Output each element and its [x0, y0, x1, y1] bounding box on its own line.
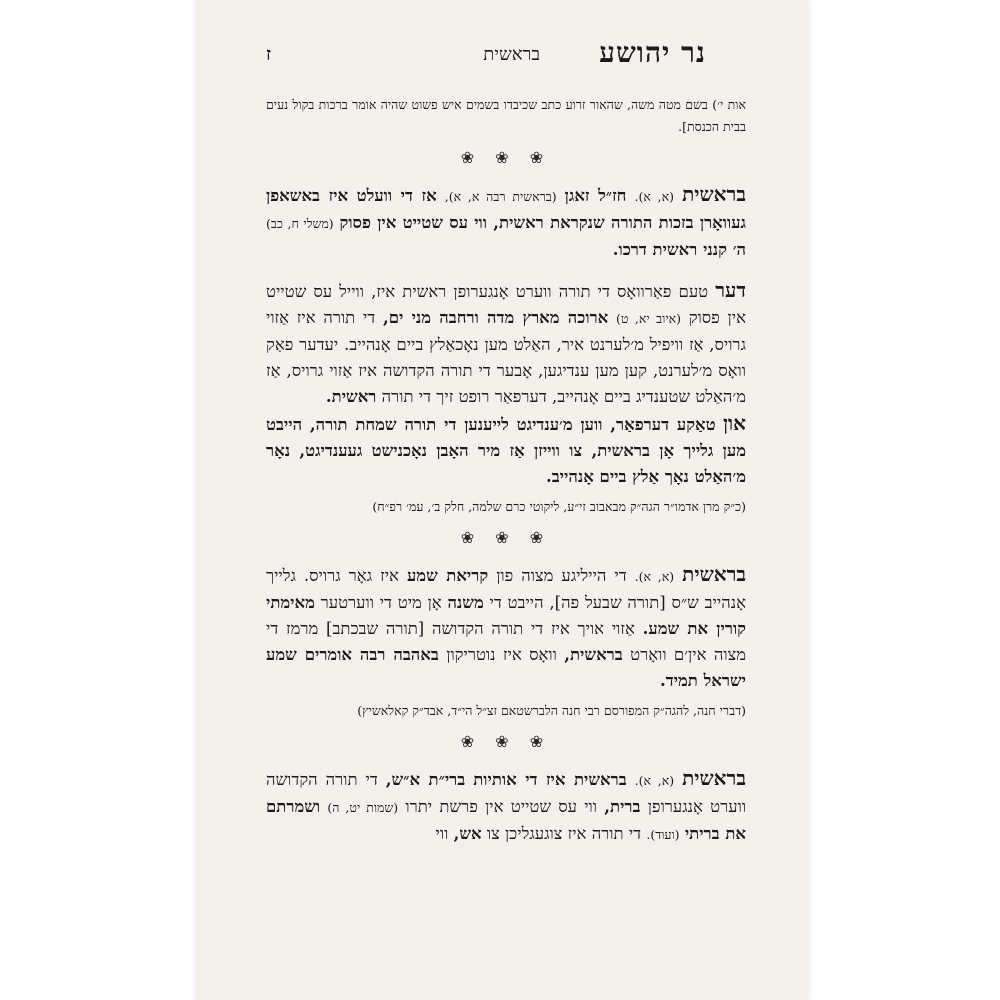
section-divider: ❀ ❀ ❀: [460, 148, 552, 167]
acronym-expansion: באהבה רבה אומרים שמע ישראל תמיד.: [266, 645, 746, 690]
verse-ref: (א, א).: [634, 189, 674, 204]
entry-text: איז גאָר גרויס. גלייך אָנהייב ש״ס [תורה שבעל פה], הייבט די: [266, 566, 746, 612]
verse-ref: (איוב יא, ט): [616, 311, 681, 326]
section-divider: ❀ ❀ ❀: [460, 732, 552, 751]
book-title: נר יהושע: [599, 36, 706, 69]
entry-text: וואָס איז נוטריקון: [446, 645, 557, 664]
entry-3: [266, 765, 746, 848]
entry-text: אז די וועלט איז באשאפן געוואָרן בזכות התורה שנקראת ראשית, ווי עס שטייט אין פסוק: [266, 186, 747, 232]
entry-lead: בראשית: [682, 562, 747, 586]
entry-lead: בראשית: [682, 766, 746, 790]
entry-paragraph: [266, 181, 746, 263]
running-header: [266, 30, 746, 80]
entry-text: די הייליגע מצוה פון: [496, 566, 627, 585]
keyword: ברי״ת א״ש,: [385, 770, 466, 789]
paragraph-lead: דער: [715, 278, 746, 302]
entry-text: די תורה איז צוגעגליכן צו: [486, 824, 642, 843]
verse-ref: (א, א).: [634, 773, 675, 788]
quoted-verse: ושמרתם את בריתי: [266, 797, 746, 843]
entry-text: אָן מיט די ווערטער: [320, 593, 442, 612]
keyword: ראשית.: [325, 387, 377, 406]
keyword: אש,: [453, 824, 482, 843]
entry-paragraph: [266, 410, 746, 490]
verse-ref: (ועוד).: [646, 827, 680, 842]
entry-text: ווי: [435, 824, 449, 843]
source-citation: (דברי חנה, להגה״ק המפורסם רבי חנה הלברשטאם זצ״ל הי״ד, אבד״ק קאלאשיץ): [357, 703, 746, 718]
page-content: [266, 30, 746, 848]
entry-text: די תורה איז אַזוי גרויס, אַז וויפיל מ׳לערנט איר, האַלט מען נאָכאַלץ ביים אָנהייב. יעדער פאַק וואָס מ׳לערנט, קען מען ענדיגען, אָבער די תורה הקדושה איז אַזוי גרויס, אַז מ׳האַלט שטענדיג ביים אָנהייב, דערפאַר רופט זיך די תורה: [266, 308, 746, 406]
verse-ref: (שמות יט, ה): [327, 800, 399, 815]
entry-1: [266, 181, 746, 518]
entry-paragraph: [266, 561, 746, 694]
entry-lead: בראשית: [682, 182, 746, 206]
verse-ref: (משלי ח, כב): [266, 216, 334, 231]
background-margin: [0, 0, 190, 1000]
section-name: בראשית: [483, 44, 541, 65]
verse-ref: (א, א).: [634, 569, 675, 584]
entry-paragraph: [266, 765, 746, 848]
page-number: ז: [266, 44, 272, 65]
keyword: בראשית,: [564, 645, 623, 664]
entry-text: חז״ל זאגן: [564, 186, 627, 205]
section-divider: ❀ ❀ ❀: [460, 528, 552, 547]
source-citation: (כ״ק מרן אדמו״ר הגה״ק מבאבוב זי״ע, ליקוטי כרם שלמה, חלק ב׳, עמ׳ רפ״ח): [372, 499, 746, 514]
entry-2: [266, 561, 746, 722]
entry-text: אַזוי אויך איז די תורה הקדושה [תורה שבכתב] מרמז די מצוה אין׳ם וואָרט: [266, 619, 747, 664]
entry-text: טעם פאַרוואָס די תורה ווערט אָנגערופן ראשית איז, ווייל עס שטייט אין פסוק: [266, 282, 746, 327]
entry-text: בראשית איז די אותיות: [473, 770, 627, 789]
entry-text: די תורה הקדושה ווערט אָנגערופן: [266, 770, 747, 816]
keyword: משנה: [447, 593, 484, 612]
paragraph-lead: און: [722, 411, 746, 435]
intro-text: אות י׳) בשם מטה משה, שהאור זרוע כתב שכיבדו בשמים איש פשוט שהיה אומר ברכות בקול נעים בבית הכנסת].: [266, 97, 746, 134]
intro-note: [266, 94, 746, 138]
keyword: קריאת שמע: [406, 566, 489, 585]
entry-text: ווי עס שטייט אין פרשת יתרו: [405, 797, 598, 816]
entry-text: טאַקע דערפאַר, ווען מ׳ענדיגט לייענען די תורה שמחת תורה, הייבט מען גלייך אָן בראשית, צו ווייזן אַז מיר האָבן נאָכנישט געענדיגט, נאָר מ׳האַלט נאָך אַלץ ביים אָנהייב.: [266, 415, 746, 486]
quoted-verse: ארוכה מארץ מדה ורחבה מני ים,: [382, 308, 609, 327]
quoted-verse: מאימתי קורין את שמע.: [266, 593, 746, 638]
book-page: [196, 0, 808, 1000]
entry-paragraph: [266, 277, 746, 410]
quoted-verse: ה׳ קנני ראשית דרכו.: [612, 240, 746, 259]
source-ref: (בראשית רבה א, א),: [444, 189, 557, 204]
keyword: ברית,: [604, 797, 641, 816]
